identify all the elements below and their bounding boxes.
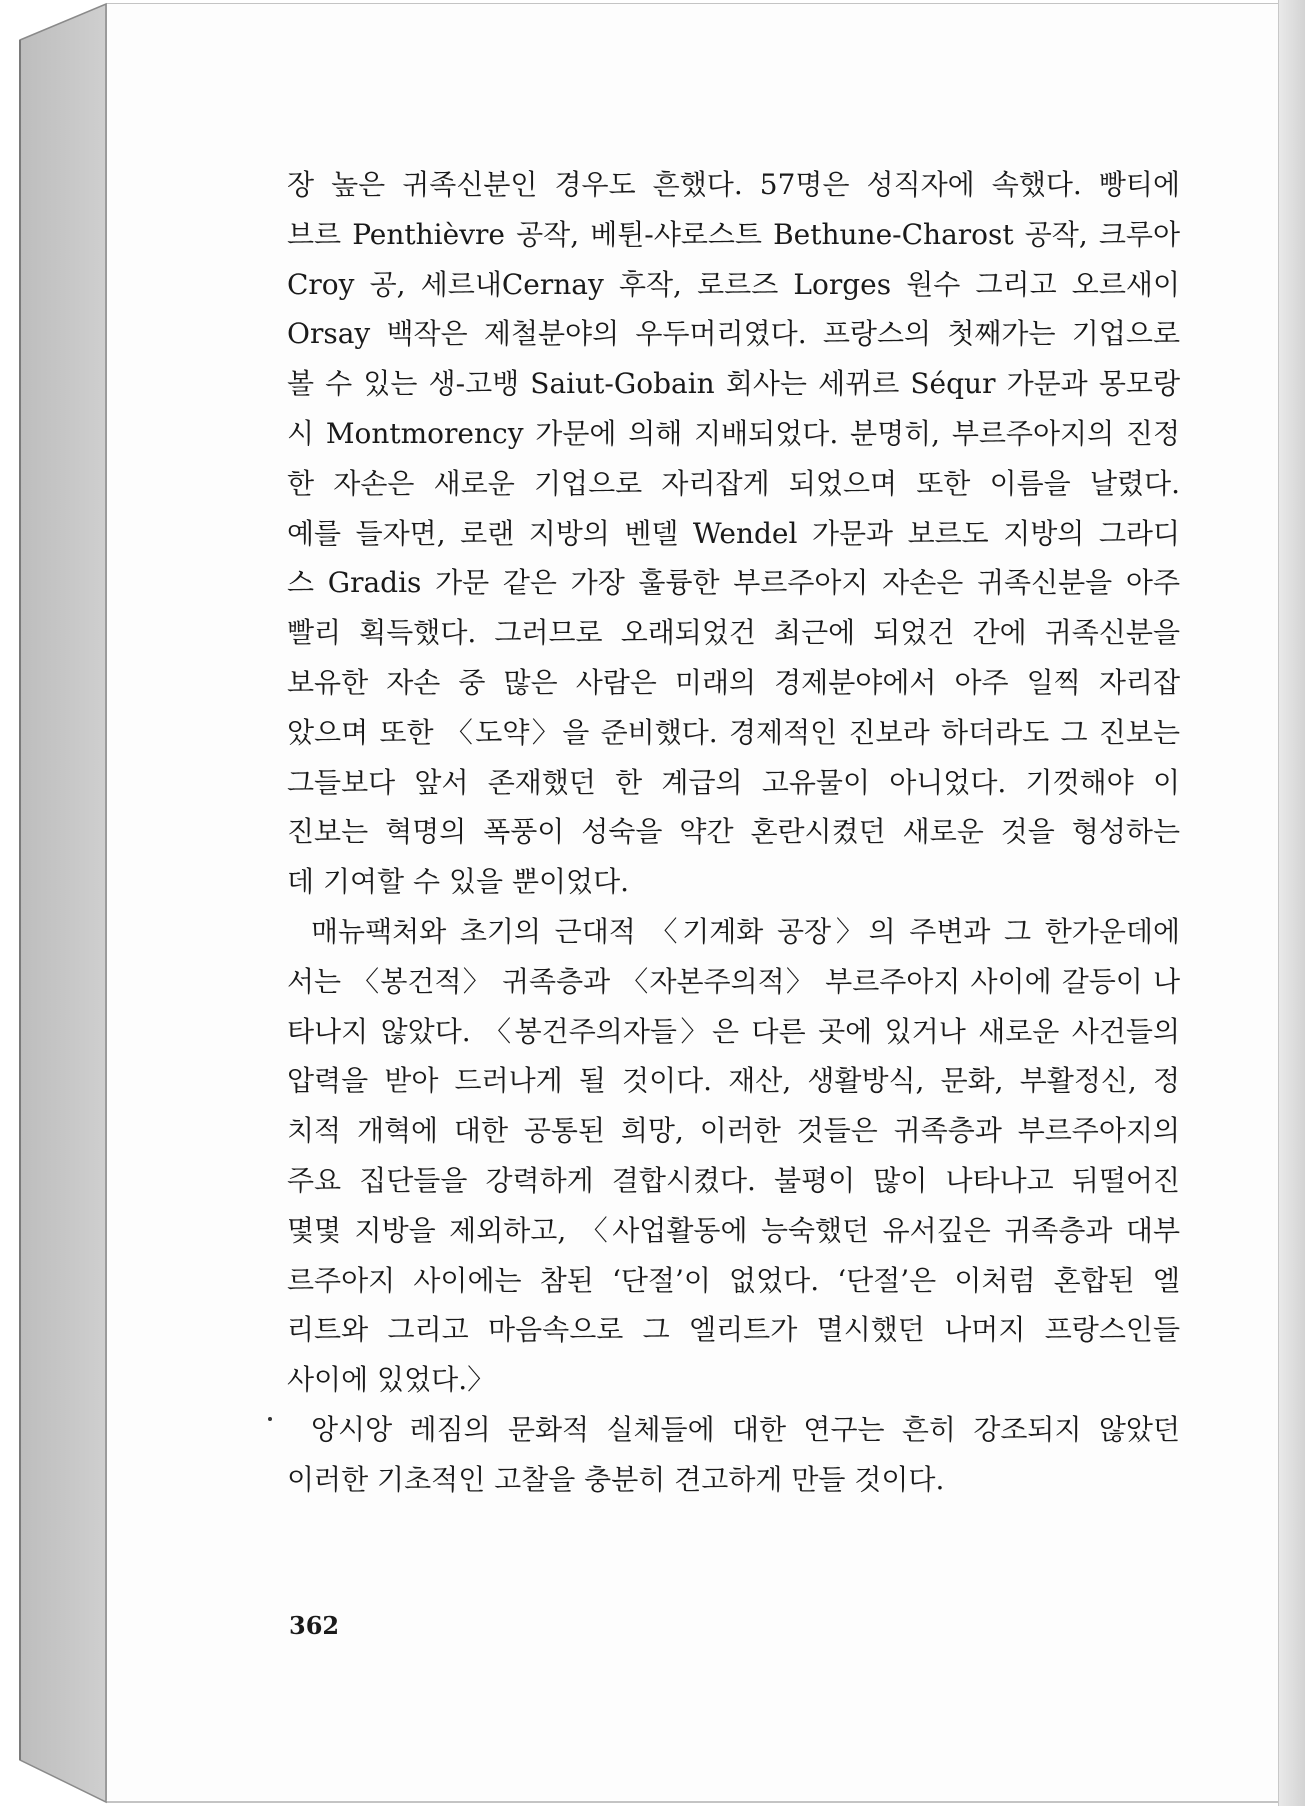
text-line: 르주아지 사이에는 참된 ‘단절’이 없었다. ‘단절’은 이처럼 혼합된 엘 (287, 1263, 1180, 1297)
text-line: 진보는 혁명의 폭풍이 성숙을 약간 혼란시켰던 새로운 것을 형성하는 (287, 815, 1180, 849)
text-line: 예를 들자면, 로랜 지방의 벤델 Wendel 가문과 보르도 지방의 그라디 (287, 516, 1180, 550)
text-line: 타나지 않았다. 〈봉건주의자들〉은 다른 곳에 있거나 새로운 사건들의 (287, 1014, 1180, 1048)
text-line: 브르 Penthièvre 공작, 베튄-샤로스트 Bethune-Charost 공작, 크루아 (287, 217, 1180, 251)
text-line: 장 높은 귀족신분인 경우도 흔했다. 57명은 성직자에 속했다. 빵티에 (287, 168, 1180, 201)
text-line: Orsay 백작은 제철분야의 우두머리였다. 프랑스의 첫째가는 기업으로 (287, 317, 1180, 351)
text-line: 압력을 받아 드러나게 될 것이다. 재산, 생활방식, 문화, 부활정신, 정 (287, 1064, 1180, 1098)
text-line: 치적 개혁에 대한 공통된 희망, 이러한 것들은 귀족층과 부르주아지의 (287, 1114, 1180, 1148)
text-line: 사이에 있었다.〉 (287, 1363, 496, 1397)
text-line: 보유한 자손 중 많은 사람은 미래의 경제분야에서 아주 일찍 자리잡 (287, 665, 1180, 699)
stray-mark (268, 1417, 272, 1421)
text-line: Croy 공, 세르내Cernay 후작, 로르즈 Lorges 원수 그리고 오르새이 (287, 267, 1180, 301)
page-edge-shadow (1278, 0, 1305, 1806)
text-line: 한 자손은 새로운 기업으로 자리잡게 되었으며 또한 이름을 날렸다. (287, 466, 1180, 500)
text-line: 주요 집단들을 강력하게 결합시켰다. 불평이 많이 나타나고 뒤떨어진 (287, 1163, 1180, 1197)
text-line: 데 기여할 수 있을 뿐이었다. (287, 865, 630, 899)
text-line: 스 Gradis 가문 같은 가장 훌륭한 부르주아지 자손은 귀족신분을 아주 (287, 566, 1180, 600)
text-line: 서는 〈봉건적〉 귀족층과 〈자본주의적〉 부르주아지 사이에 갈등이 나 (287, 964, 1180, 998)
text-line: 이러한 기초적인 고찰을 충분히 견고하게 만들 것이다. (287, 1462, 945, 1496)
text-line: 그들보다 앞서 존재했던 한 계급의 고유물이 아니었다. 기껏해야 이 (287, 765, 1180, 799)
page-number: 362 (289, 1611, 340, 1640)
text-line: 리트와 그리고 마음속으로 그 엘리트가 멸시했던 나머지 프랑스인들 (287, 1313, 1180, 1347)
text-line: 매뉴팩처와 초기의 근대적 〈기계화 공장〉의 주변과 그 한가운데에 (311, 914, 1180, 948)
body-text (287, 160, 1180, 1505)
text-line: 았으며 또한 〈도약〉을 준비했다. 경제적인 진보라 하더라도 그 진보는 (287, 715, 1180, 749)
text-line: 앙시앙 레짐의 문화적 실체들에 대한 연구는 흔히 강조되지 않았던 (311, 1412, 1180, 1446)
text-line: 볼 수 있는 생-고뱅 Saiut-Gobain 회사는 세뀌르 Séqur 가문과 몽모랑 (287, 367, 1180, 401)
text-line: 몇몇 지방을 제외하고, 〈사업활동에 능숙했던 유서깊은 귀족층과 대부 (287, 1213, 1180, 1247)
text-line: 시 Montmorency 가문에 의해 지배되었다. 분명히, 부르주아지의 진정 (287, 416, 1180, 450)
text-line: 빨리 획득했다. 그러므로 오래되었건 최근에 되었건 간에 귀족신분을 (287, 616, 1180, 650)
